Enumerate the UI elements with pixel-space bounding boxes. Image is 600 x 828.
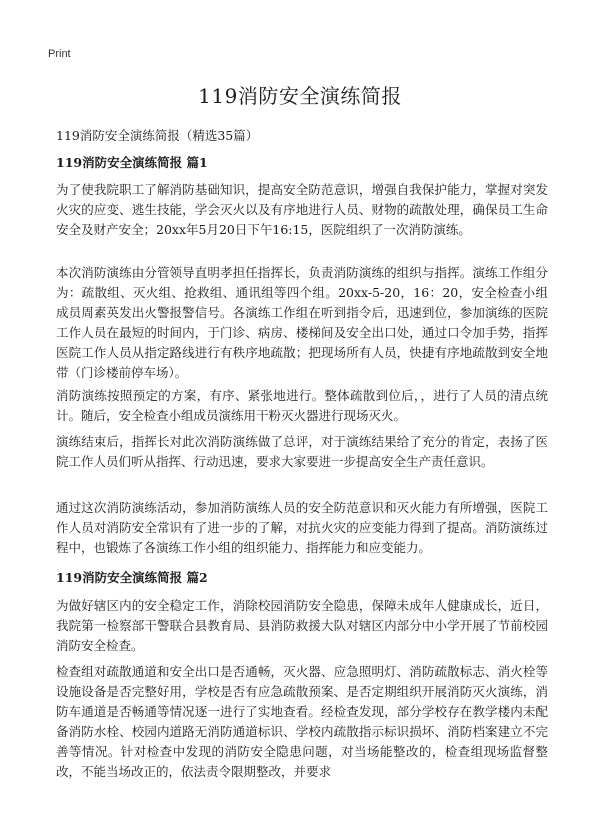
document-title: 119消防安全演练简报: [198, 84, 402, 108]
paragraph: 消防演练按照预定的方案，有序、紧张地进行。整体疏散到位后，，进行了人员的清点统计。随后，安全检查小组成员演练用干粉灭火器进行现场灭火。: [56, 388, 548, 423]
section-heading-2: 119消防安全演练简报 篇2: [56, 570, 208, 585]
section-heading-1: 119消防安全演练简报 篇1: [56, 155, 208, 170]
paragraph: 为做好辖区内的安全稳定工作，消除校园消防安全隐患，保障未成年人健康成长，近日，我院第一检察部干警联合县教育局、县消防救援大队对辖区内部分中小学开展了节前校园消防安全检查。: [56, 598, 548, 653]
paragraph: 检查组对疏散通道和安全出口是否通畅，灭火器、应急照明灯、消防疏散标志、消火栓等设施设备是否完整好用，学校是否有应急疏散预案、是否定期组织开展消防灭火演练，消防车通道是否畅通等情况逐一进行了实地查看。经检查发现，部分学校存在教学楼内未配备消防水栓、校园内道路无消防通道标识、学校内疏散指示标识损坏、消防档案建立不完善等情况。针对检查中发现的消防安全隐患问题，对当场能整改的，检查组现场监督整改，不能当场改正的，依法责令限期整改，并要求: [56, 664, 548, 779]
paragraph: 本次消防演练由分管领导直明孝担任指挥长，负责消防演练的组织与指挥。演练工作组分为：疏散组、灭火组、抢救组、通讯组等四个组。20xx-5-20，16：20，安全检查小组成员周素英发出火警报警信号。各演练工作组在听到指令后，迅速到位，参加演练的医院工作人员在最短的时间内，于门诊、病房、楼梯间及安全出口处，通过口令加手势，指挥医院工作人员从指定路线进行有秩序地疏散；把现场所有人员，快捷有序地疏散到安全地带（门诊楼前停车场）。: [56, 265, 548, 380]
paragraph: 通过这次消防演练活动，参加消防演练人员的安全防范意识和灭火能力有所增强，医院工作人员对消防安全常识有了进一步的了解，对抗火灾的应变能力得到了提高。消防演练过程中，也锻炼了各演练工作小组的组织能力、指挥能力和应变能力。: [56, 500, 548, 555]
paragraph: 演练结束后，指挥长对此次消防演练做了总评，对于演练结果给了充分的肯定，表扬了医院工作人员们听从指挥、行动迅速，要求大家要进一步提高安全生产责任意识。: [56, 434, 548, 469]
print-label[interactable]: Print: [48, 48, 71, 60]
paragraph: 为了使我院职工了解消防基础知识，提高安全防范意识，增强自我保护能力，掌握对突发火灾的应变、逃生技能，学会灭火以及有序地进行人员、财物的疏散处理，确保员工生命安全及财产安全；20xx年5月20日下午16:15，医院组织了一次消防演练。: [56, 182, 548, 237]
document-subtitle: 119消防安全演练简报（精选35篇）: [56, 128, 259, 143]
